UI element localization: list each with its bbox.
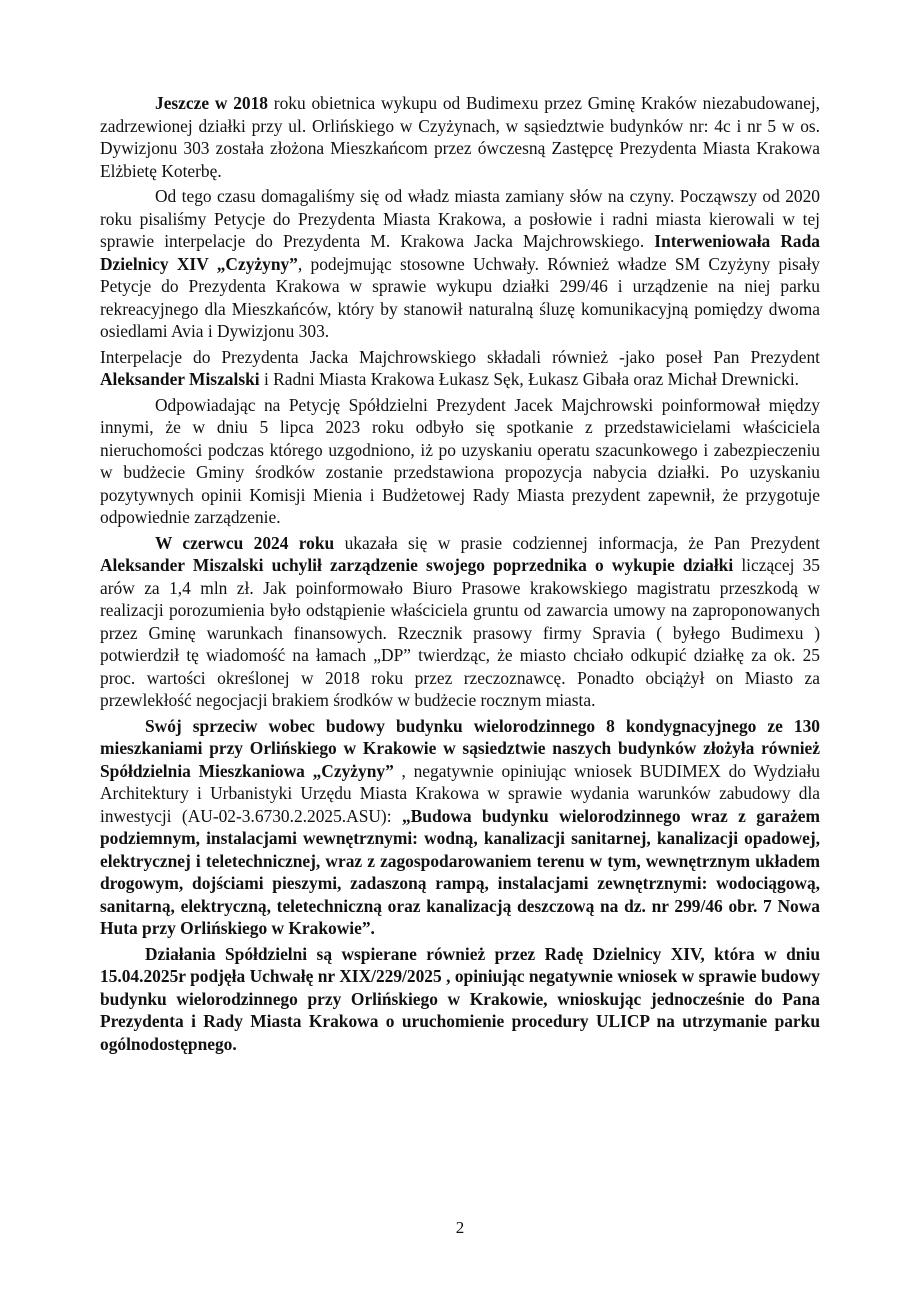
text-run: ukazała się w prasie codziennej informacja, że Pan Prezydent [334,532,820,553]
paragraph [100,943,820,1056]
paragraph [100,346,820,391]
text-run: Od tego czasu domagaliśmy się od władz miasta zamiany słów na czyny. Począwszy od 2020 roku pisaliśmy Petycje do Prezydenta Miasta Krakowa, a posłowie i radni miasta kierowali w tej sprawie interpelacje do Prezydenta M. Krakowa Jacka Majchrowskiego. [100,186,820,251]
text-run: i Radni Miasta Krakowa Łukasz Sęk, Łukasz Gibała oraz Michał Drewnicki. [259,369,800,389]
document-body [100,92,820,1058]
bold-text-run: Interweniowała Rada Dzielnicy XIV „Czyżyny” [100,231,820,274]
paragraph [100,715,820,940]
paragraph [100,394,820,529]
text-run: Interpelacje do Prezydenta Jacka Majchrowskiego składali również -jako poseł Pan Prezydent [100,346,820,367]
text-run: , podejmując stosowne Uchwały. Również władze SM Czyżyny pisały Petycje do Prezydenta Krakowa w sprawie wykupu działki 299/46 i urządzenie na niej parku rekreacyjnego dla Mieszkańców, który by stanowił naturalną śluzę komunikacyjną pomiędzy dwoma osiedlami Avia i Dywizjonu 303. [100,253,820,341]
bold-text-run: Jeszcze w 2018 [155,93,268,113]
bold-text-run: Działania Spółdzielni są wspierane również przez Radę Dzielnicy XIV, która w dniu 15.04.2025r podjęła Uchwałę nr XIX/229/2025 , opiniując negatywnie wniosek w sprawie budowy budynku wielorodzinnego przy Orlińskiego w Krakowie, wnioskując jednocześnie do Pana Prezydenta i Rady Miasta Krakowa o uruchomienie procedury ULICP na utrzymanie parku ogólnodostępnego. [100,943,820,1054]
text-run: , negatywnie opiniując wniosek BUDIMEX do Wydziału Architektury i Urbanistyki Urzędu Miasta Krakowa w sprawie wydania warunków zabudowy dla inwestycji (AU-02-3.6730.2.2025.ASU): [100,760,820,826]
text-run: Odpowiadając na Petycję Spółdzielni Prezydent Jacek Majchrowski poinformował między innymi, że w dniu 5 lipca 2023 roku odbyło się spotkanie z przedstawicielami właściciela nieruchomości podczas którego uzgodniono, iż po uzyskaniu operatu szacunkowego i zabezpieczeniu w budżecie Gminy środków zostanie przedstawiona propozycja nabycia działki. Po uzyskaniu pozytywnych opinii Komisji Mienia i Budżetowej Rady Miasta prezydent zapewnił, że przygotuje odpowiednie zarządzenie. [100,394,820,527]
paragraph [100,532,820,712]
bold-text-run: Aleksander Miszalski [100,369,260,389]
text-run: roku obietnica wykupu od Budimexu przez Gminę Kraków niezabudowanej, zadrzewionej działki przy ul. Orlińskiego w Czyżynach, w sąsiedztwie budynków nr: 4c i nr 5 w os. Dywizjonu 303 została złożona Mieszkańcom przez ówczesną Zastępcę Prezydenta Miasta Krakowa Elżbietę Koterbę. [100,93,820,181]
bold-text-run: Swój sprzeciw wobec budowy budynku wielorodzinnego 8 kondygnacyjnego ze 130 mieszkaniami przy Orlińskiego w Krakowie w sąsiedztwie naszych budynków złożyła również Spółdzielnia Mieszkaniowa „Czyżyny” [100,715,820,781]
paragraph [100,92,820,182]
text-run: liczącej 35 arów za 1,4 mln zł. Jak poinformowało Biuro Prasowe krakowskiego magistratu przeszkodą w realizacji porozumienia było odstąpienie właściciela gruntu od zawarcia umowy na zaproponowanych przez Gminę warunkach finansowych. Rzecznik prasowy firmy Spravia ( byłego Budimexu ) potwierdził tę wiadomość na łamach „DP” twierdząc, że miasto chciało odkupić działkę za ok. 25 proc. wartości określonej w 2018 roku przez rzeczoznawcę. Ponadto obciążył on Miasto za przewlekłość negocjacji brakiem środków w budżecie rocznym miasta. [100,555,820,710]
page-number: 2 [455,1218,465,1237]
bold-text-run: Aleksander Miszalski uchylił zarządzenie swojego poprzednika o wykupie działki [100,555,734,575]
bold-text-run: W czerwcu 2024 roku [155,532,335,553]
bold-text-run: „Budowa budynku wielorodzinnego wraz z garażem podziemnym, instalacjami wewnętrznymi: wodną, kanalizacji sanitarnej, kanalizacji opadowej, elektrycznej i teletechnicznej, wraz z zagospodarowaniem terenu w tym, wewnętrznym układem drogowym, dojściami pieszymi, zadaszoną rampą, instalacjami zewnętrznymi: wodociągową, sanitarną, elektryczną, teletechniczną oraz kanalizacją deszczową na dz. nr 299/46 obr. 7 Nowa Huta przy Orlińskiego w Krakowie”. [100,805,820,938]
paragraph [100,185,820,343]
